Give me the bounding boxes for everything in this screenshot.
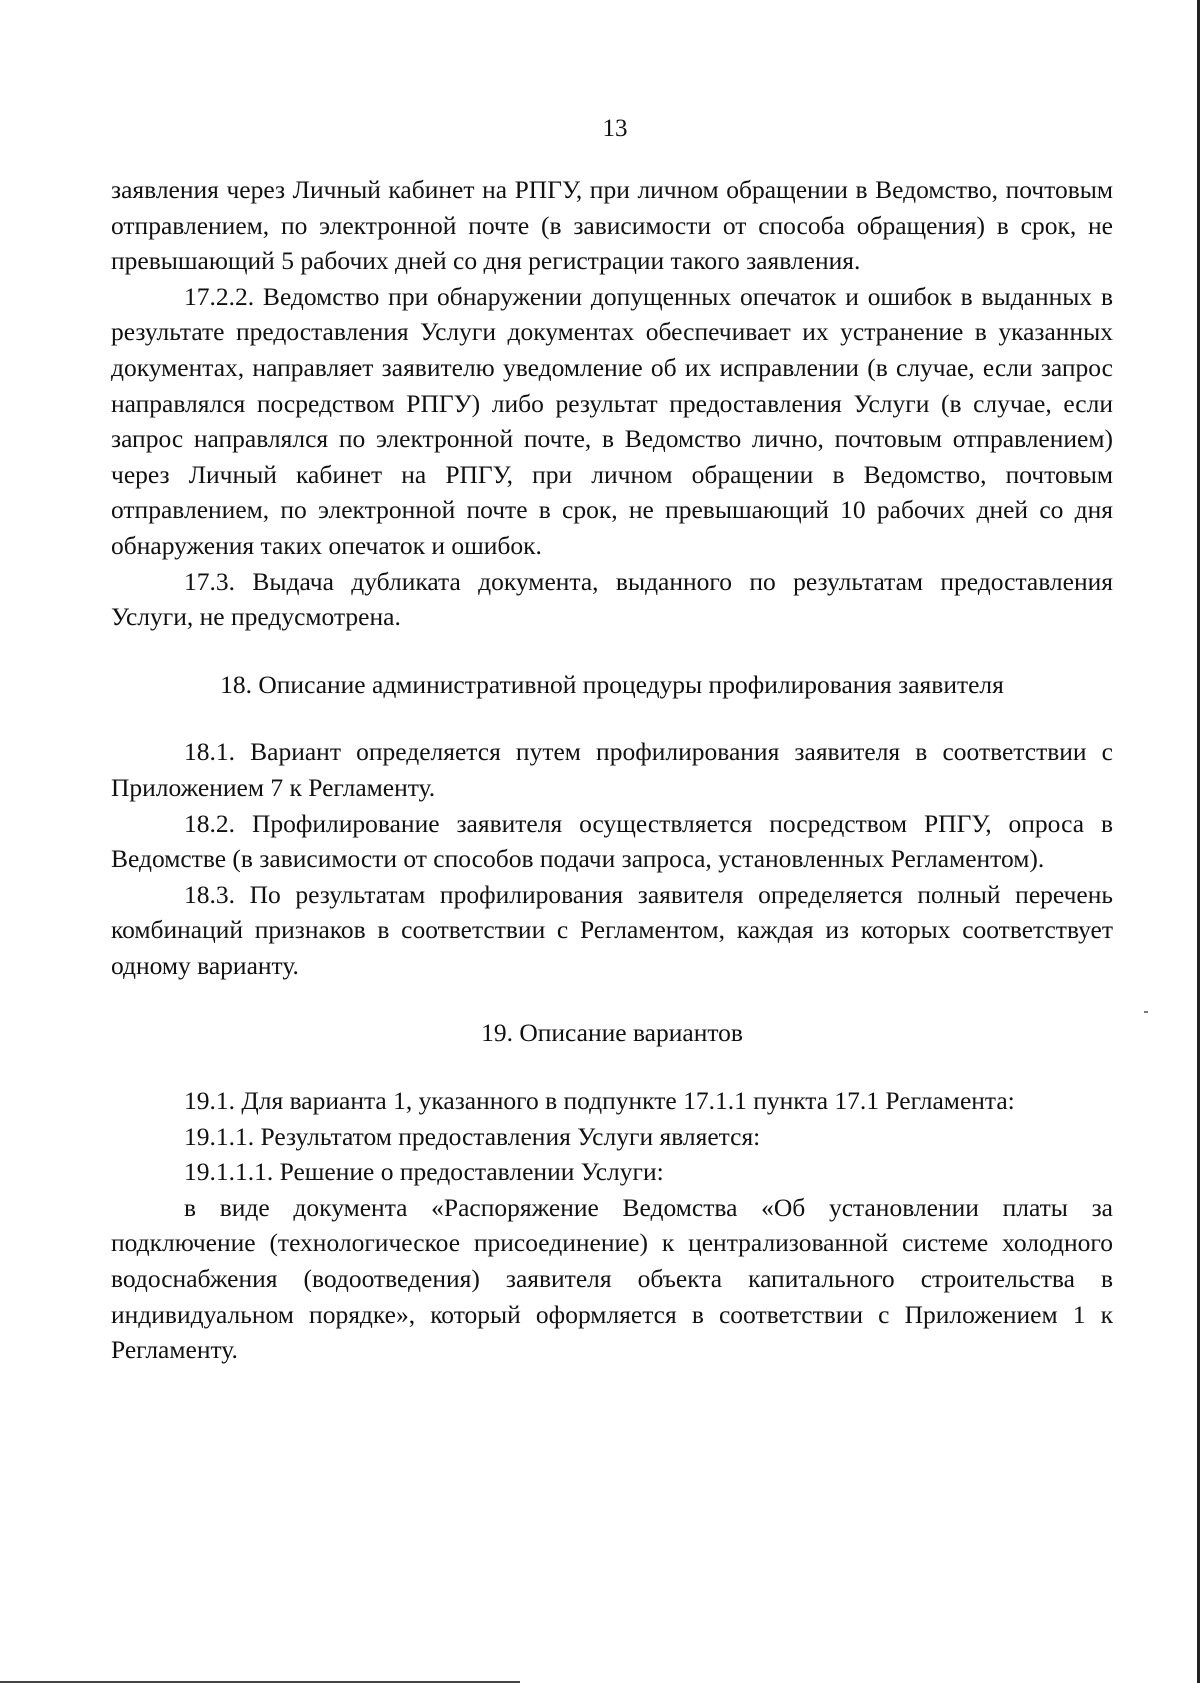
paragraph-17-2-2: 17.2.2. Ведомство при обнаружении допущенных опечаток и ошибок в выданных в результате предоставления Услуги документах обеспечивает их устранение в указанных документах, направляет заявителю уведомление об их исправлении (в случае, если запрос направлялся посредством РПГУ) либо результат предоставления Услуги (в случае, если запрос направлялся по электронной почте, в Ведомство лично, почтовым отправлением) через Личный кабинет на РПГУ, при личном обращении в Ведомство, почтовым отправлением, по электронной почте в срок, не превышающий 10 рабочих дней со дня обнаружения таких опечаток и ошибок.: [111, 281, 1113, 560]
paragraph-18-3: 18.3. По результатам профилирования заявителя определяется полный перечень комбинаций признаков в соответствии с Регламентом, каждая из которых соответствует одному варианту.: [111, 879, 1113, 980]
document-body: [111, 172, 1113, 1368]
scan-speck: [1144, 1011, 1148, 1013]
section-heading-19: 19. Описание вариантов: [481, 1018, 743, 1048]
paragraph-19-1-1-1: 19.1.1.1. Решение о предоставлении Услуги:: [184, 1157, 664, 1187]
paragraph-19-1: 19.1. Для варианта 1, указанного в подпункте 17.1.1 пункта 17.1 Регламента:: [184, 1086, 1015, 1116]
page-number: 13: [602, 115, 628, 142]
paragraph-19-1-1: 19.1.1. Результатом предоставления Услуги является:: [184, 1121, 761, 1151]
paragraph-decision-document: в виде документа «Распоряжение Ведомства «Об установлении платы за подключение (технологическое присоединение) к централизованной системе холодного водоснабжения (водоотведения) заявителя объекта капитального строительства в индивидуальном порядке», который оформляется в соответствии с Приложением 1 к Регламенту.: [111, 1192, 1113, 1365]
section-heading-18: 18. Описание административной процедуры профилирования заявителя: [220, 669, 1004, 699]
paragraph-18-1: 18.1. Вариант определяется путем профилирования заявителя в соответствии с Приложением 7 к Регламенту.: [111, 737, 1113, 802]
paragraph-17-3: 17.3. Выдача дубликата документа, выданного по результатам предоставления Услуги, не предусмотрена.: [111, 566, 1113, 632]
paragraph-18-2: 18.2. Профилирование заявителя осуществляется посредством РПГУ, опроса в Ведомстве (в зависимости от способов подачи запроса, установленных Регламентом).: [111, 808, 1113, 874]
paragraph-continuation: заявления через Личный кабинет на РПГУ, при личном обращении в Ведомство, почтовым отправлением, по электронной почте (в зависимости от способа обращения) в срок, не превышающий 5 рабочих дней со дня регистрации такого заявления.: [111, 175, 1113, 276]
